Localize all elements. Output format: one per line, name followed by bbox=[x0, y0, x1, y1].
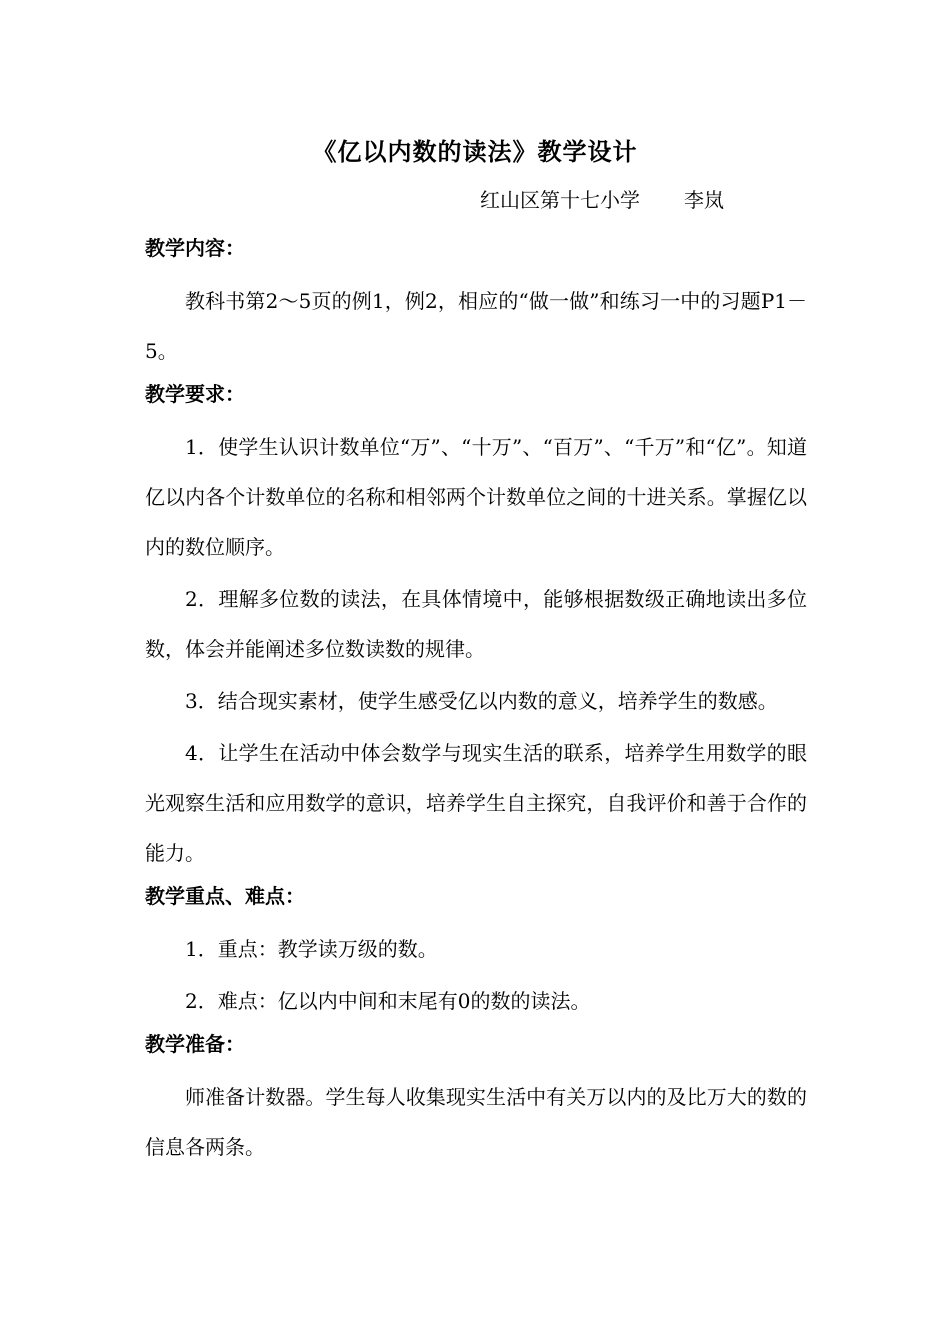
school-name: 红山区第十七小学 bbox=[480, 188, 640, 212]
section-teaching-requirements bbox=[145, 378, 807, 878]
paragraph: 2．理解多位数的读法，在具体情境中，能够根据数级正确地读出多位数，体会并能阐述多位数读数的规律。 bbox=[145, 587, 807, 661]
author-name: 李岚 bbox=[684, 188, 724, 212]
paragraph: 教科书第2～5页的例1，例2，相应的“做一做”和练习一中的习题P1－5。 bbox=[145, 289, 807, 363]
document-title: 《亿以内数的读法》教学设计 bbox=[312, 137, 638, 166]
section-heading: 教学准备： bbox=[145, 1032, 245, 1056]
section-teaching-content bbox=[145, 232, 807, 376]
section-key-points bbox=[145, 880, 807, 1026]
section-heading: 教学重点、难点： bbox=[145, 884, 305, 908]
document-body bbox=[145, 232, 807, 1174]
paragraph: 3．结合现实素材，使学生感受亿以内数的意义，培养学生的数感。 bbox=[185, 689, 778, 713]
paragraph: 师准备计数器。学生每人收集现实生活中有关万以内的及比万大的数的信息各两条。 bbox=[145, 1085, 807, 1159]
paragraph: 1．重点：教学读万级的数。 bbox=[185, 937, 438, 961]
paragraph: 1．使学生认识计数单位“万”、“十万”、“百万”、“千万”和“亿”。知道亿以内各个计数单位的名称和相邻两个计数单位之间的十进关系。掌握亿以内的数位顺序。 bbox=[145, 435, 807, 559]
paragraph: 4．让学生在活动中体会数学与现实生活的联系，培养学生用数学的眼光观察生活和应用数学的意识，培养学生自主探究，自我评价和善于合作的能力。 bbox=[145, 741, 807, 865]
byline bbox=[480, 185, 724, 215]
paragraph: 2．难点：亿以内中间和末尾有0的数的读法。 bbox=[185, 989, 591, 1013]
section-heading: 教学内容： bbox=[145, 236, 245, 260]
section-heading: 教学要求： bbox=[145, 382, 245, 406]
section-preparation bbox=[145, 1028, 807, 1172]
